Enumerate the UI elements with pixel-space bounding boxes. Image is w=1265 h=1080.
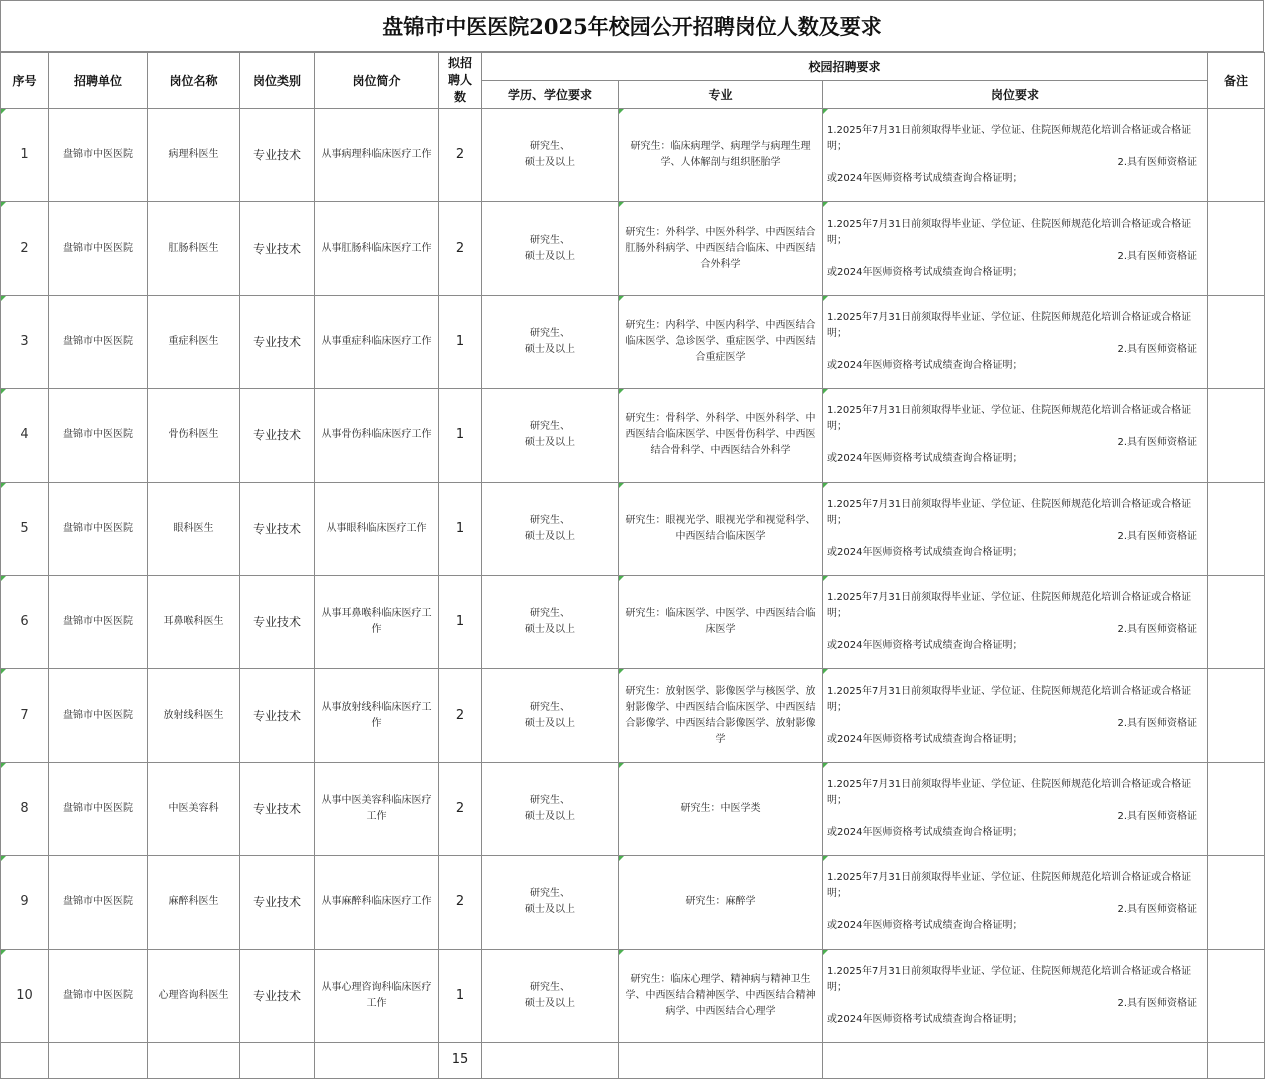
- row-edu: [482, 202, 619, 295]
- row-requirement-line1: 1.2025年7月31日前须取得毕业证、学位证、住院医师规范化培训合格证或合格证明；: [827, 872, 1192, 900]
- row-major: 研究生：临床心理学、精神病与精神卫生学、中西医结合精神医学、中西医结合精神病学、中西医结合心理学: [619, 949, 823, 1042]
- header-category: 岗位类别: [240, 53, 315, 109]
- row-requirement-line2: 2.具有医师资格证: [1117, 157, 1198, 169]
- header-count: 拟招聘人数: [439, 53, 482, 109]
- row-edu-line2: 硕士及以上: [525, 904, 575, 916]
- row-count: 1: [439, 949, 482, 1042]
- row-count: 2: [439, 856, 482, 949]
- row-major: 研究生：外科学、中医外科学、中西医结合肛肠外科病学、中西医结合临床、中西医结合外科学: [619, 202, 823, 295]
- row-seq: 5: [1, 482, 49, 575]
- row-edu-line2: 硕士及以上: [525, 810, 575, 822]
- row-edu-line2: 硕士及以上: [525, 437, 575, 449]
- row-remark: [1208, 109, 1265, 202]
- row-major: 研究生：中医学类: [619, 762, 823, 855]
- row-post: 重症科医生: [148, 295, 240, 388]
- row-remark: [1208, 389, 1265, 482]
- table-row: [1, 762, 1265, 855]
- row-edu-line1: 研究生、: [530, 234, 570, 246]
- row-edu: [482, 482, 619, 575]
- row-category: 专业技术: [240, 202, 315, 295]
- row-requirement-line1: 1.2025年7月31日前须取得毕业证、学位证、住院医师规范化培训合格证或合格证明；: [827, 218, 1192, 246]
- row-desc: 从事中医美容科临床医疗工作: [315, 762, 439, 855]
- cell: [315, 1042, 439, 1078]
- table-row: [1, 949, 1265, 1042]
- row-seq: 10: [1, 949, 49, 1042]
- header-remark: 备注: [1208, 53, 1265, 109]
- header-requirement: 岗位要求: [823, 81, 1208, 109]
- row-seq: 2: [1, 202, 49, 295]
- row-remark: [1208, 295, 1265, 388]
- row-edu-line1: 研究生、: [530, 327, 570, 339]
- row-edu: [482, 389, 619, 482]
- row-post: 心理咨询科医生: [148, 949, 240, 1042]
- row-seq: 3: [1, 295, 49, 388]
- row-seq: 4: [1, 389, 49, 482]
- row-post: 眼科医生: [148, 482, 240, 575]
- row-edu-line2: 硕士及以上: [525, 717, 575, 729]
- row-requirement-line3: 或2024年医师资格考试成绩查询合格证明；: [827, 453, 1023, 465]
- row-desc: 从事心理咨询科临床医疗工作: [315, 949, 439, 1042]
- table-row: [1, 109, 1265, 202]
- row-requirement-line3: 或2024年医师资格考试成绩查询合格证明；: [827, 266, 1023, 278]
- row-requirement-line3: 或2024年医师资格考试成绩查询合格证明；: [827, 359, 1023, 371]
- row-edu: [482, 295, 619, 388]
- row-requirement: [823, 856, 1208, 949]
- row-post: 耳鼻喉科医生: [148, 575, 240, 668]
- row-edu-line2: 硕士及以上: [525, 157, 575, 169]
- row-edu-line1: 研究生、: [530, 421, 570, 433]
- table-row: [1, 295, 1265, 388]
- total-count: 15: [439, 1042, 482, 1078]
- row-category: 专业技术: [240, 762, 315, 855]
- row-major: 研究生：放射医学、影像医学与核医学、放射影像学、中西医结合临床医学、中西医结合影像学、中西医结合影像医学、放射影像学: [619, 669, 823, 762]
- cell: [148, 1042, 240, 1078]
- row-desc: 从事耳鼻喉科临床医疗工作: [315, 575, 439, 668]
- row-requirement-line1: 1.2025年7月31日前须取得毕业证、学位证、住院医师规范化培训合格证或合格证明；: [827, 592, 1192, 620]
- row-requirement-line1: 1.2025年7月31日前须取得毕业证、学位证、住院医师规范化培训合格证或合格证明；: [827, 778, 1192, 806]
- row-edu: [482, 109, 619, 202]
- row-major: 研究生：临床医学、中医学、中西医结合临床医学: [619, 575, 823, 668]
- row-edu-line1: 研究生、: [530, 888, 570, 900]
- row-requirement: [823, 575, 1208, 668]
- recruitment-table: [0, 52, 1265, 1079]
- row-edu: [482, 762, 619, 855]
- row-unit: 盘锦市中医医院: [49, 575, 148, 668]
- table-row: [1, 669, 1265, 762]
- row-requirement-line2: 2.具有医师资格证: [1117, 810, 1198, 822]
- row-seq: 9: [1, 856, 49, 949]
- row-remark: [1208, 856, 1265, 949]
- row-category: 专业技术: [240, 389, 315, 482]
- table-row: [1, 856, 1265, 949]
- row-desc: 从事病理科临床医疗工作: [315, 109, 439, 202]
- row-remark: [1208, 762, 1265, 855]
- row-edu-line1: 研究生、: [530, 514, 570, 526]
- row-desc: 从事重症科临床医疗工作: [315, 295, 439, 388]
- row-edu-line1: 研究生、: [530, 141, 570, 153]
- row-remark: [1208, 949, 1265, 1042]
- row-edu: [482, 856, 619, 949]
- row-count: 1: [439, 389, 482, 482]
- cell: [240, 1042, 315, 1078]
- row-count: 1: [439, 482, 482, 575]
- row-requirement-line2: 2.具有医师资格证: [1117, 997, 1198, 1009]
- row-count: 2: [439, 202, 482, 295]
- row-requirement-line1: 1.2025年7月31日前须取得毕业证、学位证、住院医师规范化培训合格证或合格证明；: [827, 405, 1192, 433]
- row-requirement-line1: 1.2025年7月31日前须取得毕业证、学位证、住院医师规范化培训合格证或合格证明；: [827, 125, 1192, 153]
- row-remark: [1208, 669, 1265, 762]
- row-requirement: [823, 669, 1208, 762]
- row-major: 研究生：眼视光学、眼视光学和视觉科学、中西医结合临床医学: [619, 482, 823, 575]
- row-edu-line1: 研究生、: [530, 701, 570, 713]
- row-major: 研究生：麻醉学: [619, 856, 823, 949]
- row-requirement-line1: 1.2025年7月31日前须取得毕业证、学位证、住院医师规范化培训合格证或合格证明；: [827, 685, 1192, 713]
- row-edu-line1: 研究生、: [530, 981, 570, 993]
- row-requirement-line3: 或2024年医师资格考试成绩查询合格证明；: [827, 920, 1023, 932]
- cell: [1208, 1042, 1265, 1078]
- header-campus: 校园招聘要求: [482, 53, 1208, 81]
- row-requirement-line2: 2.具有医师资格证: [1117, 904, 1198, 916]
- row-desc: 从事骨伤科临床医疗工作: [315, 389, 439, 482]
- row-seq: 6: [1, 575, 49, 668]
- row-seq: 8: [1, 762, 49, 855]
- page-title: 盘锦市中医医院2025年校园公开招聘岗位人数及要求: [0, 0, 1264, 52]
- row-remark: [1208, 482, 1265, 575]
- row-edu-line2: 硕士及以上: [525, 624, 575, 636]
- row-unit: 盘锦市中医医院: [49, 856, 148, 949]
- row-requirement: [823, 389, 1208, 482]
- row-requirement-line2: 2.具有医师资格证: [1117, 717, 1198, 729]
- row-requirement-line3: 或2024年医师资格考试成绩查询合格证明；: [827, 173, 1023, 185]
- row-count: 1: [439, 295, 482, 388]
- row-major: 研究生：骨科学、外科学、中医外科学、中西医结合临床医学、中医骨伤科学、中西医结合骨科学、中西医结合外科学: [619, 389, 823, 482]
- row-unit: 盘锦市中医医院: [49, 949, 148, 1042]
- row-count: 2: [439, 762, 482, 855]
- header-desc: 岗位简介: [315, 53, 439, 109]
- row-post: 骨伤科医生: [148, 389, 240, 482]
- row-requirement-line2: 2.具有医师资格证: [1117, 250, 1198, 262]
- row-unit: 盘锦市中医医院: [49, 389, 148, 482]
- row-requirement: [823, 482, 1208, 575]
- row-requirement-line3: 或2024年医师资格考试成绩查询合格证明；: [827, 1013, 1023, 1025]
- row-category: 专业技术: [240, 575, 315, 668]
- row-requirement: [823, 295, 1208, 388]
- row-category: 专业技术: [240, 295, 315, 388]
- row-edu: [482, 575, 619, 668]
- row-requirement-line1: 1.2025年7月31日前须取得毕业证、学位证、住院医师规范化培训合格证或合格证明；: [827, 498, 1192, 526]
- row-post: 放射线科医生: [148, 669, 240, 762]
- row-edu: [482, 669, 619, 762]
- cell: [482, 1042, 619, 1078]
- row-requirement: [823, 202, 1208, 295]
- row-major: 研究生：内科学、中医内科学、中西医结合临床医学、急诊医学、重症医学、中西医结合重症医学: [619, 295, 823, 388]
- row-edu-line1: 研究生、: [530, 794, 570, 806]
- row-requirement-line1: 1.2025年7月31日前须取得毕业证、学位证、住院医师规范化培训合格证或合格证明；: [827, 965, 1192, 993]
- row-desc: 从事肛肠科临床医疗工作: [315, 202, 439, 295]
- cell: [619, 1042, 823, 1078]
- header-major: 专业: [619, 81, 823, 109]
- row-requirement-line2: 2.具有医师资格证: [1117, 437, 1198, 449]
- row-requirement-line2: 2.具有医师资格证: [1117, 624, 1198, 636]
- row-category: 专业技术: [240, 949, 315, 1042]
- row-seq: 7: [1, 669, 49, 762]
- row-requirement: [823, 109, 1208, 202]
- header-post: 岗位名称: [148, 53, 240, 109]
- row-count: 1: [439, 575, 482, 668]
- row-category: 专业技术: [240, 482, 315, 575]
- table-row: [1, 575, 1265, 668]
- row-edu-line2: 硕士及以上: [525, 997, 575, 1009]
- row-category: 专业技术: [240, 856, 315, 949]
- row-requirement: [823, 949, 1208, 1042]
- row-unit: 盘锦市中医医院: [49, 762, 148, 855]
- cell: [1, 1042, 49, 1078]
- row-post: 中医美容科: [148, 762, 240, 855]
- row-requirement-line1: 1.2025年7月31日前须取得毕业证、学位证、住院医师规范化培训合格证或合格证明；: [827, 311, 1192, 339]
- row-requirement-line3: 或2024年医师资格考试成绩查询合格证明；: [827, 826, 1023, 838]
- row-edu-line2: 硕士及以上: [525, 530, 575, 542]
- row-edu-line2: 硕士及以上: [525, 343, 575, 355]
- row-desc: 从事放射线科临床医疗工作: [315, 669, 439, 762]
- row-unit: 盘锦市中医医院: [49, 482, 148, 575]
- row-category: 专业技术: [240, 669, 315, 762]
- row-requirement-line3: 或2024年医师资格考试成绩查询合格证明；: [827, 546, 1023, 558]
- row-category: 专业技术: [240, 109, 315, 202]
- row-requirement-line2: 2.具有医师资格证: [1117, 530, 1198, 542]
- row-count: 2: [439, 669, 482, 762]
- row-requirement-line3: 或2024年医师资格考试成绩查询合格证明；: [827, 640, 1023, 652]
- cell: [49, 1042, 148, 1078]
- header-unit: 招聘单位: [49, 53, 148, 109]
- row-unit: 盘锦市中医医院: [49, 109, 148, 202]
- row-edu-line1: 研究生、: [530, 608, 570, 620]
- cell: [823, 1042, 1208, 1078]
- row-remark: [1208, 575, 1265, 668]
- row-unit: 盘锦市中医医院: [49, 295, 148, 388]
- table-row: [1, 202, 1265, 295]
- row-post: 麻醉科医生: [148, 856, 240, 949]
- row-desc: 从事眼科临床医疗工作: [315, 482, 439, 575]
- row-requirement: [823, 762, 1208, 855]
- row-edu: [482, 949, 619, 1042]
- row-requirement-line2: 2.具有医师资格证: [1117, 343, 1198, 355]
- row-unit: 盘锦市中医医院: [49, 202, 148, 295]
- row-unit: 盘锦市中医医院: [49, 669, 148, 762]
- row-requirement-line3: 或2024年医师资格考试成绩查询合格证明；: [827, 733, 1023, 745]
- table-row: [1, 482, 1265, 575]
- header-seq: 序号: [1, 53, 49, 109]
- table-row: [1, 389, 1265, 482]
- row-post: 肛肠科医生: [148, 202, 240, 295]
- row-major: 研究生：临床病理学、病理学与病理生理学、人体解剖与组织胚胎学: [619, 109, 823, 202]
- row-seq: 1: [1, 109, 49, 202]
- row-post: 病理科医生: [148, 109, 240, 202]
- total-row: [1, 1042, 1265, 1078]
- row-edu-line2: 硕士及以上: [525, 250, 575, 262]
- row-desc: 从事麻醉科临床医疗工作: [315, 856, 439, 949]
- header-edu: 学历、学位要求: [482, 81, 619, 109]
- row-count: 2: [439, 109, 482, 202]
- row-remark: [1208, 202, 1265, 295]
